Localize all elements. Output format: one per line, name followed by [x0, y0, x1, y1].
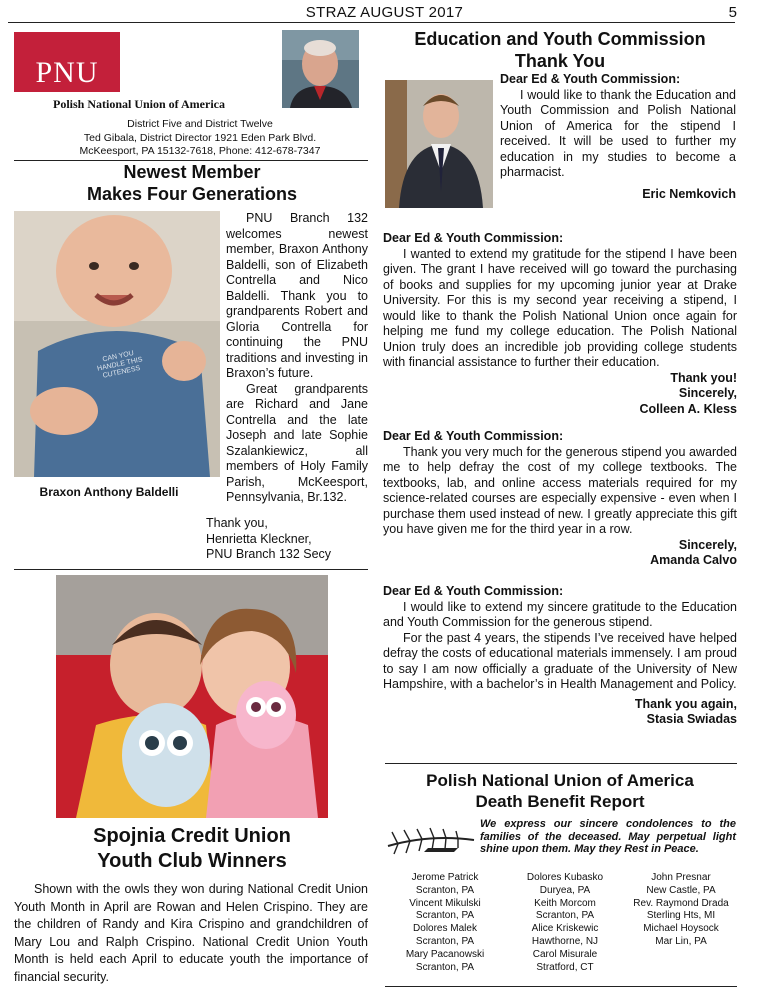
newest-member-headline: Newest Member Makes Four Generations	[86, 162, 298, 204]
list-item: Hawthorne, NJ	[531, 935, 599, 947]
credit-union-headline: Spojnia Credit Union Youth Club Winners	[93, 825, 291, 872]
list-item: Stratford, CT	[536, 961, 594, 973]
death-benefit-headline: Polish National Union of America Death Benefit Report	[426, 771, 694, 811]
list-item: Michael Hoysock	[643, 923, 719, 935]
letter-colleen	[383, 231, 737, 417]
kids-with-owls-photo	[56, 575, 328, 818]
deceased-list-col-2	[506, 872, 624, 974]
condolence-message: We express our sincere condolences to the families of the deceased. May perpetual light shine upon them. May they Rest in Peace.	[480, 818, 736, 855]
letter-amanda	[383, 429, 737, 569]
newest-member-body	[226, 211, 368, 506]
newsletter-header-title: STRAZ AUGUST 2017	[305, 4, 464, 21]
credit-union-body: Shown with the owls they won during National Credit Union Youth Month in April are Rowan and Helen Crispino. They are the children of Randy and Kira Crispino and grandchildren of Mary Lou and Ralph Crispino. National Credit Union Youth Month is held each April to educate youth the importance of financial security.	[14, 882, 368, 984]
list-item: Mary Pacanowski	[405, 948, 485, 960]
eric-nemkovich-photo	[385, 80, 493, 208]
org-name: Polish National Union of America	[52, 97, 225, 111]
list-item: Dolores Malek	[413, 923, 477, 935]
list-item: Duryea, PA	[539, 884, 591, 896]
list-item: Mar Lin, PA	[655, 935, 707, 947]
list-item: Vincent Mikulski	[409, 897, 481, 909]
address-line: Ted Gibala, District Director 1921 Eden Park Blvd.	[83, 131, 317, 144]
pnu-logo: PNU	[14, 32, 120, 92]
list-item: Carol Misurale	[532, 948, 598, 960]
letter-salutation: Dear Ed & Youth Commission:	[500, 72, 681, 86]
section-rule	[385, 763, 737, 764]
list-item: Scranton, PA	[535, 910, 595, 922]
list-item: Rev. Raymond Drada	[633, 897, 729, 909]
letter-paragraph: For the past 4 years, the stipends I’ve received have helped defray the costs of educational materials immensely. I am proud to say I am now officially a graduate of the University of New Hampshire, with a bachelor’s in Health Management and Policy.	[383, 630, 737, 691]
letter-signature: Sincerely,	[678, 537, 737, 552]
letter-salutation: Dear Ed & Youth Commission:	[383, 584, 564, 598]
letter-signature: Sincerely,	[678, 386, 737, 400]
list-item: John Presnar	[651, 872, 711, 883]
list-item: Scranton, PA	[415, 910, 475, 922]
education-headline: Education and Youth Commission Thank You	[414, 29, 706, 71]
deceased-list-col-1	[386, 872, 504, 974]
list-item: Alice Kriskewic	[531, 923, 599, 935]
letter-signature: Colleen A. Kless	[639, 401, 737, 416]
letter-signature: Eric Nemkovich	[642, 186, 736, 201]
letter-stasia	[383, 584, 737, 728]
list-item: New Castle, PA	[646, 884, 716, 896]
letter-paragraph: I wanted to extend my gratitude for the stipend I have been given. The grant I have received will go toward the purchasing of books and supplies for my upcoming junior year at Drake University. For this is my second year receiving a stipend, I would like to thank the Polish National Union once again for helping me fund my college education. The Polish National Union truly does an incredible job providing college students with financial assistance to further their education.	[383, 246, 737, 369]
signer-name: Henrietta Kleckner,	[206, 531, 312, 546]
header-rule	[8, 22, 735, 23]
letter-signature: Thank you!	[670, 370, 737, 385]
letter-signature: Thank you again,	[634, 696, 737, 711]
letter-salutation: Dear Ed & Youth Commission:	[383, 231, 564, 245]
letter-paragraph: I would like to thank the Education and Youth Commission and Polish National Union of America for the stipend I received. It will be used to further my education in my studies to become a pharmacist.	[500, 87, 736, 179]
district-director-photo	[282, 30, 359, 108]
list-item: Jerome Patrick	[411, 872, 479, 883]
deceased-list-col-3	[622, 872, 740, 949]
list-item: Sterling Hts, MI	[646, 910, 716, 922]
address-line: McKeesport, PA 15132-7618, Phone: 412-678-7347	[79, 145, 321, 157]
onesie-print-text: CAN YOU HANDLE THIS CUTENESS	[96, 349, 144, 380]
address-line: District Five and District Twelve	[127, 118, 273, 130]
signer-title: PNU Branch 132 Secy	[206, 547, 332, 561]
page-number: 5	[728, 4, 737, 21]
letter-paragraph: I would like to extend my sincere gratitude to the Education and Youth Commission for the generous stipend.	[383, 599, 737, 629]
letter-signature: Amanda Calvo	[650, 553, 737, 567]
list-item: Scranton, PA	[415, 935, 475, 947]
body-paragraph: Great grandparents are Richard and Jane Contrella and the late Joseph and late Sophie Szalankiewicz, all members of Holy Family Parish, McKeesport, Pennsylvania, Br.132.	[226, 381, 368, 504]
letter-signature: Stasia Swiadas	[646, 712, 737, 726]
baby-photo-caption: Braxon Anthony Baldelli	[39, 485, 179, 499]
baby-photo	[14, 211, 220, 477]
letter-paragraph: Thank you very much for the generous stipend you awarded me to help defray the cost of my college textbooks. The textbooks, lab, and online access materials required for my science-related courses are especially expensive - even when I purchase them used instead of new. I greatly appreciate this gift you have given me for the third year in a row.	[383, 444, 737, 536]
list-item: Scranton, PA	[415, 884, 475, 896]
newest-member-signoff	[206, 516, 368, 563]
section-rule	[14, 569, 368, 570]
list-item: Dolores Kubasko	[526, 872, 604, 883]
letter-eric	[500, 72, 736, 202]
list-item: Keith Morcom	[534, 897, 596, 909]
section-rule	[385, 986, 737, 987]
letter-salutation: Dear Ed & Youth Commission:	[383, 429, 564, 443]
body-paragraph: PNU Branch 132 welcomes newest member, Braxon Anthony Baldelli, son of Elizabeth Contrella and Nico Baldelli. Thank you to grandparents Robert and Gloria Contrella for continuing the PNU traditions and investing in Braxon’s future.	[226, 211, 368, 380]
closing-text: Thank you,	[206, 516, 268, 530]
list-item: Scranton, PA	[415, 961, 475, 973]
district-address	[50, 118, 350, 159]
palm-branch-icon	[384, 826, 478, 858]
